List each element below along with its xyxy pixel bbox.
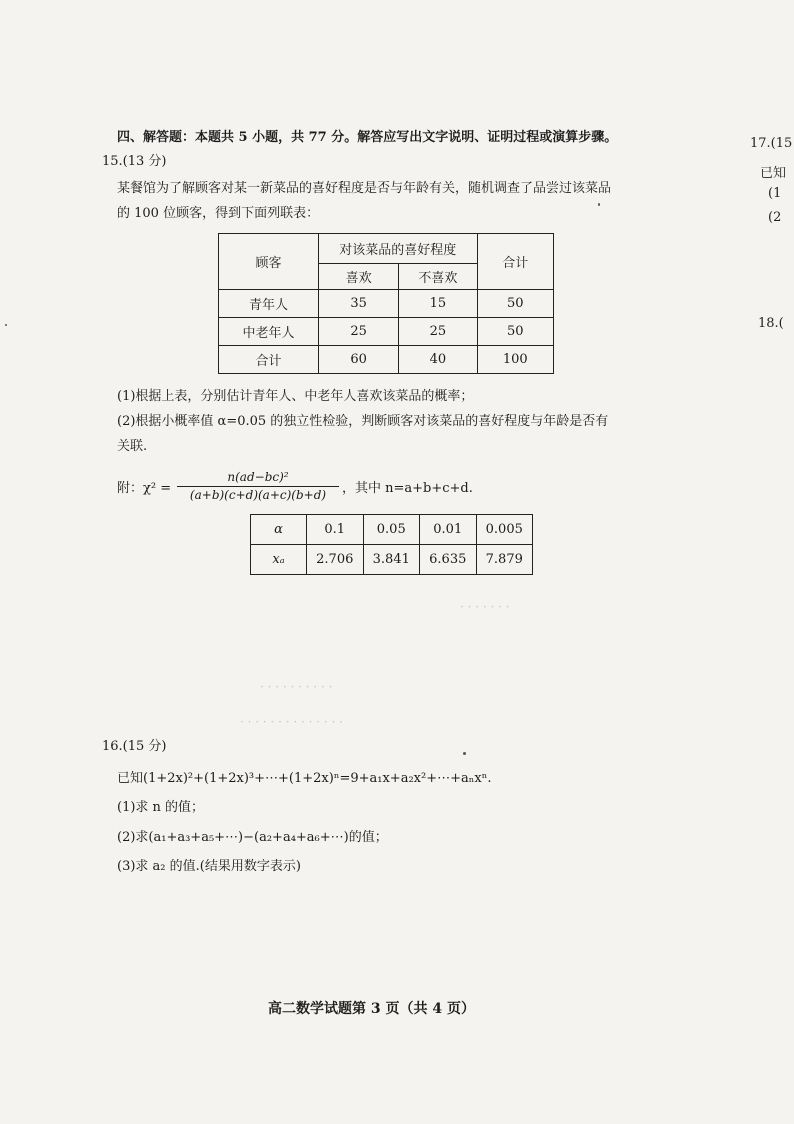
cell-total: 50 [477,290,553,318]
table-row [219,346,554,374]
x-alpha-label: xₐ [251,545,307,575]
cell-dislike: 25 [399,318,477,346]
cell-dislike: 15 [399,290,477,318]
row-label: 合计 [219,346,319,374]
cell-total: 50 [477,318,553,346]
cell-total: 100 [477,346,553,374]
critical-value: 3.841 [363,545,420,575]
formula-denominator: (a+b)(c+d)(a+c)(b+d) [189,488,327,502]
critical-value: 2.706 [307,545,364,575]
scan-speck [598,203,600,206]
row-label: 青年人 [219,290,319,318]
q16-part2: (2)求(a₁+a₃+a₅+⋯)−(a₂+a₄+a₆+⋯)的值； [117,830,388,845]
row-label: 中老年人 [219,318,319,346]
right-edge-q17: 17.(15 [750,136,793,151]
table-row [219,318,554,346]
cell-dislike: 40 [399,346,477,374]
cell-like: 25 [319,318,399,346]
right-edge-line: (2 [768,210,782,225]
scan-speck [5,324,7,326]
q15-part2-line2: 关联. [117,439,148,454]
q15-intro-line1: 某餐馆为了解顾客对某一新菜品的喜好程度是否与年龄有关，随机调查了品尝过该菜品 [117,181,612,196]
q16-part1: (1)求 n 的值； [117,800,205,815]
critical-value: 6.635 [420,545,477,575]
fraction-bar [177,486,339,487]
alpha-value: 0.01 [420,515,477,545]
appendix-prefix: 附：χ² = [117,481,172,496]
header-customer: 顾客 [219,234,319,290]
bleed-through-mark: · · · · · · · [460,600,510,614]
alpha-value: 0.05 [363,515,420,545]
q15-part2-line1: (2)根据小概率值 α=0.05 的独立性检验，判断顾客对该菜品的喜好程度与年龄是否有 [117,414,609,429]
alpha-value: 0.005 [476,515,533,545]
header-preference: 对该菜品的喜好程度 [319,234,478,264]
cell-like: 60 [319,346,399,374]
bleed-through-mark: · · · · · · · · · · [260,680,333,694]
table-row [219,290,554,318]
contingency-table [218,233,554,374]
critical-value: 7.879 [476,545,533,575]
q15-intro-line2: 的 100 位顾客，得到下面列联表： [117,206,320,221]
cell-like: 35 [319,290,399,318]
right-edge-line: 已知 [760,166,787,181]
header-like: 喜欢 [319,264,399,290]
critical-value-table [250,514,533,575]
formula-suffix: ，其中 n=a+b+c+d. [342,481,473,496]
page-footer: 高二数学试题第 3 页（共 4 页） [268,1001,475,1017]
q15-number: 15.(13 分) [102,154,167,169]
q16-given: 已知(1+2x)²+(1+2x)³+⋯+(1+2x)ⁿ=9+a₁x+a₂x²+⋯+aₙxⁿ. [117,771,492,786]
header-total: 合计 [477,234,553,290]
section-header: 四、解答题：本题共 5 小题，共 77 分。解答应写出文字说明、证明过程或演算步骤。 [117,130,618,145]
scan-speck [463,752,466,755]
q16-part3: (3)求 a₂ 的值.(结果用数字表示) [117,859,301,874]
bleed-through-mark: · · · · · · · · · · · · · · [240,715,343,729]
right-edge-line: (1 [768,186,782,201]
alpha-value: 0.1 [307,515,364,545]
right-edge-q18: 18.( [758,316,784,331]
formula-numerator: n(ad−bc)² [227,470,289,484]
q16-number: 16.(15 分) [102,739,167,754]
q15-part1: (1)根据上表，分别估计青年人、中老年人喜欢该菜品的概率； [117,389,474,404]
alpha-label: α [251,515,307,545]
header-dislike: 不喜欢 [399,264,477,290]
